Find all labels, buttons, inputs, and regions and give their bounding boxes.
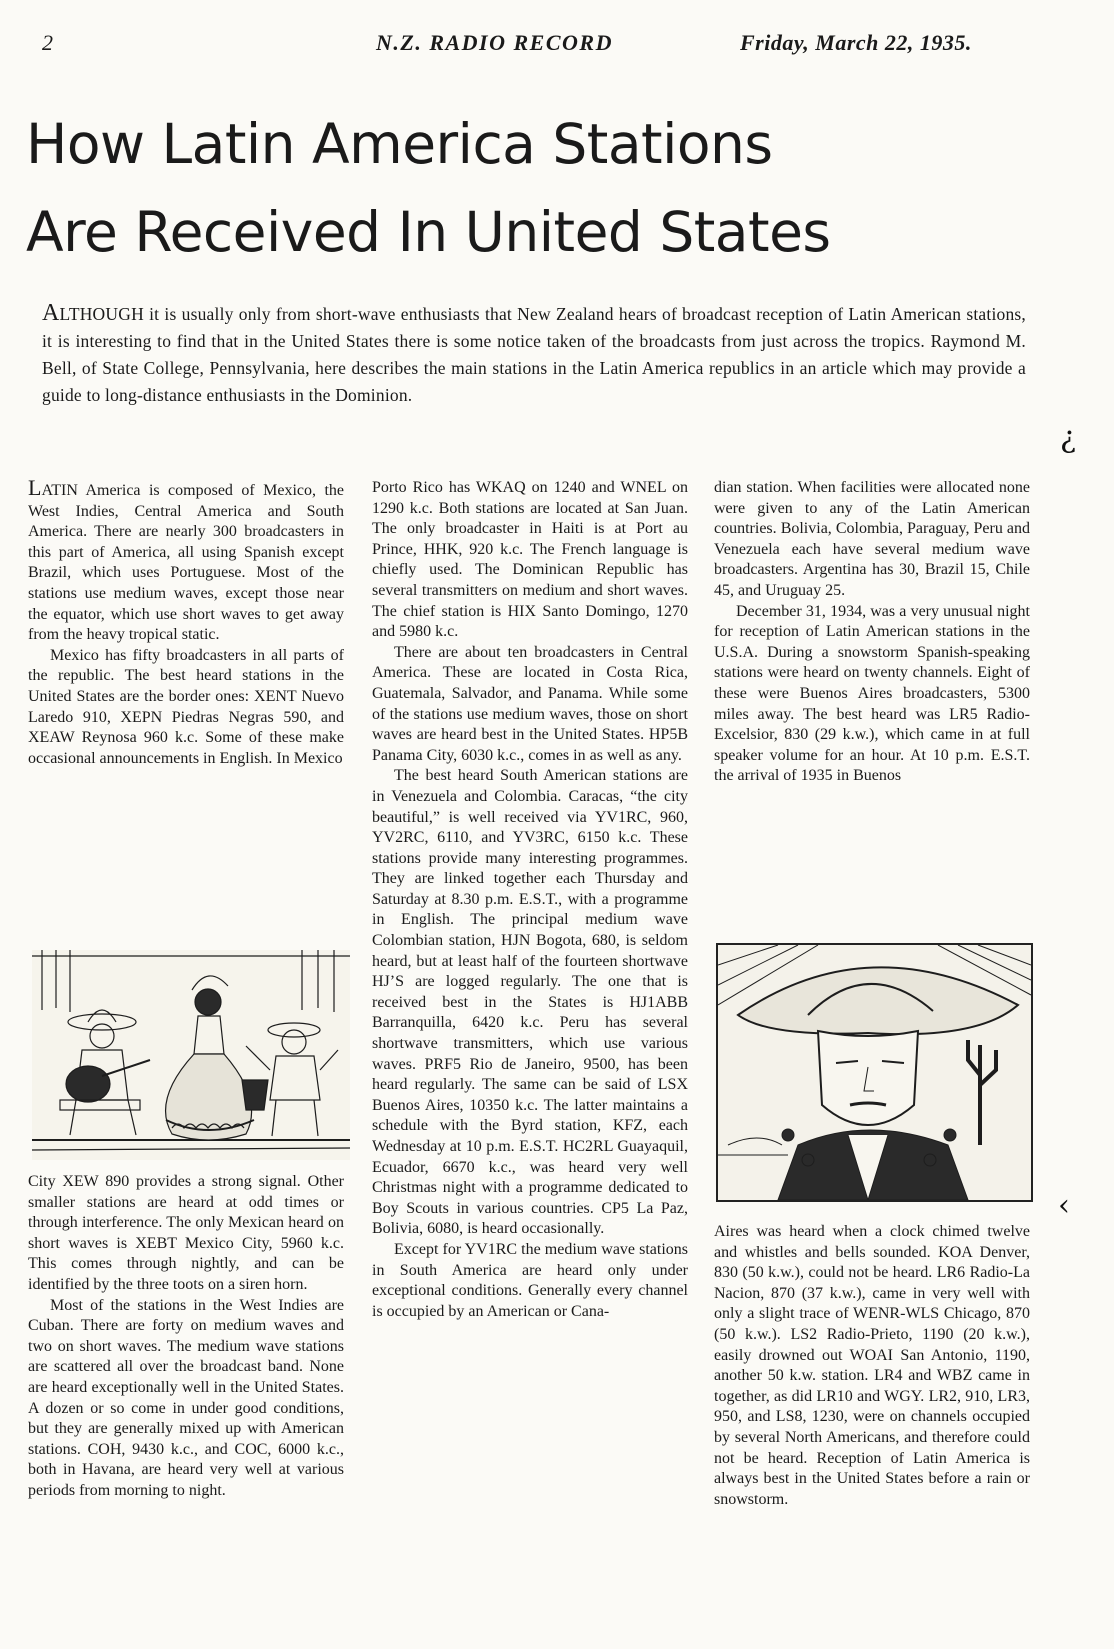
column-3-top bbox=[714, 478, 1030, 787]
headline bbox=[26, 100, 1086, 276]
col2-paragraph-1: Porto Rico has WKAQ on 1240 and WNEL on 1290 k.c. Both stations are located at San Juan. The only broadcaster in Haiti is at Port au Prince, HHK, 920 k.c. The French language is chiefly used. The Dominican Republic has several transmitters on medium and short waves. The chief station is HIX Santo Domingo, 1270 and 5980 k.c. bbox=[372, 479, 688, 641]
margin-ink-mark: ¿ bbox=[1060, 420, 1077, 455]
headline-line-1: How Latin America Stations bbox=[26, 112, 773, 176]
col1-paragraph-1 bbox=[28, 475, 344, 646]
intro-drop-cap: A bbox=[42, 300, 60, 326]
col2-paragraph-3: The best heard South American stations are in Venezuela and Colombia. Caracas, “the city beautiful,” is well received via YV1RC, 960, YV2RC, 6110, and YV3RC, 6150 k.c. These stations provide many interesting programmes. They are linked together each Thursday and Saturday at 8.30 p.m. E.S.T., with a programme in English. The principal medium wave Colombian station, HJN Bogota, 680, is seldom heard, but at least half of the fourteen shortwave HJ’S are logged regularly. The one that is received best in the States is HJ1ABB Barranquilla, 6420 k.c. Peru has several shortwave transmitters, which use various waves. PRF5 Rio de Janeiro, 9500, has been heard regularly. The same can be said of LSX Buenos Aires, 10350 k.c. The latter maintains a schedule with the Byrd station, KFZ, each Wednesday at 10 p.m. E.S.T. HC2RL Guayaquil, Ecuador, 6670 k.c., was heard very well Christmas night with a programme dedicated to Boy Scouts in various countries. CP5 La Paz, Bolivia, 6080, is heard occasionally. bbox=[372, 767, 688, 1238]
margin-ink-mark: ‹ bbox=[1058, 1188, 1070, 1223]
col1-paragraph-3: City XEW 890 provides a strong signal. Other smaller stations are heard at odd times or through interference. The only Mexican heard on short waves is XEBT Mexico City, 5960 k.c. This comes through nightly, and can be identified by the three toots on a siren horn. bbox=[28, 1173, 344, 1293]
headline-line-2: Are Received In United States bbox=[26, 200, 831, 264]
publication-name: N.Z. RADIO RECORD bbox=[376, 30, 613, 55]
column-1-top bbox=[28, 475, 344, 769]
col1-drop-cap: L bbox=[28, 475, 42, 500]
sombrero-drawing bbox=[718, 945, 1031, 1200]
col1-paragraph-4: Most of the stations in the West Indies are Cuban. There are forty on medium waves and two on short waves. The medium wave stations are scattered all over the broadcast band. None are heard exceptionally well in the United States. A dozen or so come in under good conditions, but they are generally mixed up with American stations. COH, 9430 k.c., and COC, 6000 k.c., both in Havana, are heard very well at various periods from morning to night. bbox=[28, 1296, 344, 1499]
col1-p1-text: ATIN America is composed of Mexico, the West Indies, Central America and South America. There are nearly 300 broadcasters in this part of America, all using Spanish except Brazil, which uses Portuguese. Most of the stations use medium waves, except those near the equator, which use short waves to get away from the heavy tropical static. bbox=[28, 482, 344, 644]
column-3-bottom bbox=[714, 1222, 1030, 1510]
page-number: 2 bbox=[42, 30, 54, 55]
col3-paragraph-2: December 31, 1934, was a very unusual night for reception of Latin American stations in the U.S.A. During a snowstorm Spanish-speaking stations were heard on twenty channels. Eight of these were Buenos Aires broadcasters, 5300 miles away. The best heard was LR5 Radio-Excelsior, 830 (29 k.w.), which came in at full speaker volume for an hour. At 10 p.m. E.S.T. the arrival of 1935 in Buenos bbox=[714, 602, 1030, 785]
col3-paragraph-3: Aires was heard when a clock chimed twelve and whistles and bells sounded. KOA Denver, 830 (50 k.w.), could not be heard. LR6 Radio-La Nacion, 870 (37 k.w.), came in very well with only a slight trace of WENR-WLS Chicago, 870 (50 k.w.). LS2 Radio-Prieto, 1190 (20 k.w.), easily drowned out WOAI San Antonio, 1190, another 50 k.w. station. LR4 and WBZ came in together, as did LR10 and WGY. LR2, 910, LR3, 950, and LS8, 1230, were on channels occupied by several North Americans, and therefore could not be heard. Reception of Latin America is always best in the United States before a rain or snowstorm. bbox=[714, 1223, 1030, 1508]
column-2 bbox=[372, 478, 688, 1322]
intro-text: LTHOUGH it is usually only from short-wave enthusiasts that New Zealand hears of broadcast reception of Latin American stations, it is interesting to find that in the United States there is some notice taken of the broadcasts from just across the tropics. Raymond M. Bell, of State College, Pennsylvania, here describes the main stations in the Latin America republics in an article which may provide a guide to long-distance enthusiasts in the Dominion. bbox=[42, 304, 1026, 405]
col1-paragraph-2: Mexico has fifty broadcasters in all parts of the republic. The best heard stations in the United States are the border ones: XENT Nuevo Laredo 910, XEPN Piedras Negras 590, and XEAW Reynosa 960 k.c. Some of these make occasional announcements in English. In Mexico bbox=[28, 646, 344, 767]
column-1-bottom bbox=[28, 1172, 344, 1502]
col2-paragraph-4: Except for YV1RC the medium wave stations in South America are heard only under exceptional conditions. Generally every channel is occupied by an American or Cana- bbox=[372, 1240, 688, 1320]
sombrero-man-illustration bbox=[716, 943, 1033, 1202]
dancers-illustration bbox=[32, 950, 350, 1160]
intro-paragraph bbox=[42, 300, 1026, 409]
col2-paragraph-2: There are about ten broadcasters in Central America. These are located in Costa Rica, Guatemala, Salvador, and Panama. While some of the stations use medium waves, those on short waves are heard best in the United States. HP5B Panama City, 6030 k.c., comes in as well as any. bbox=[372, 643, 688, 764]
dancers-drawing bbox=[32, 950, 350, 1160]
issue-date: Friday, March 22, 1935. bbox=[740, 30, 972, 55]
col3-paragraph-1: dian station. When facilities were allocated none were given to any of the Latin American countries. Bolivia, Colombia, Paraguay, Peru and Venezuela each have several medium wave broadcasters. Argentina has 30, Brazil 15, Chile 45, and Uruguay 25. bbox=[714, 479, 1030, 599]
